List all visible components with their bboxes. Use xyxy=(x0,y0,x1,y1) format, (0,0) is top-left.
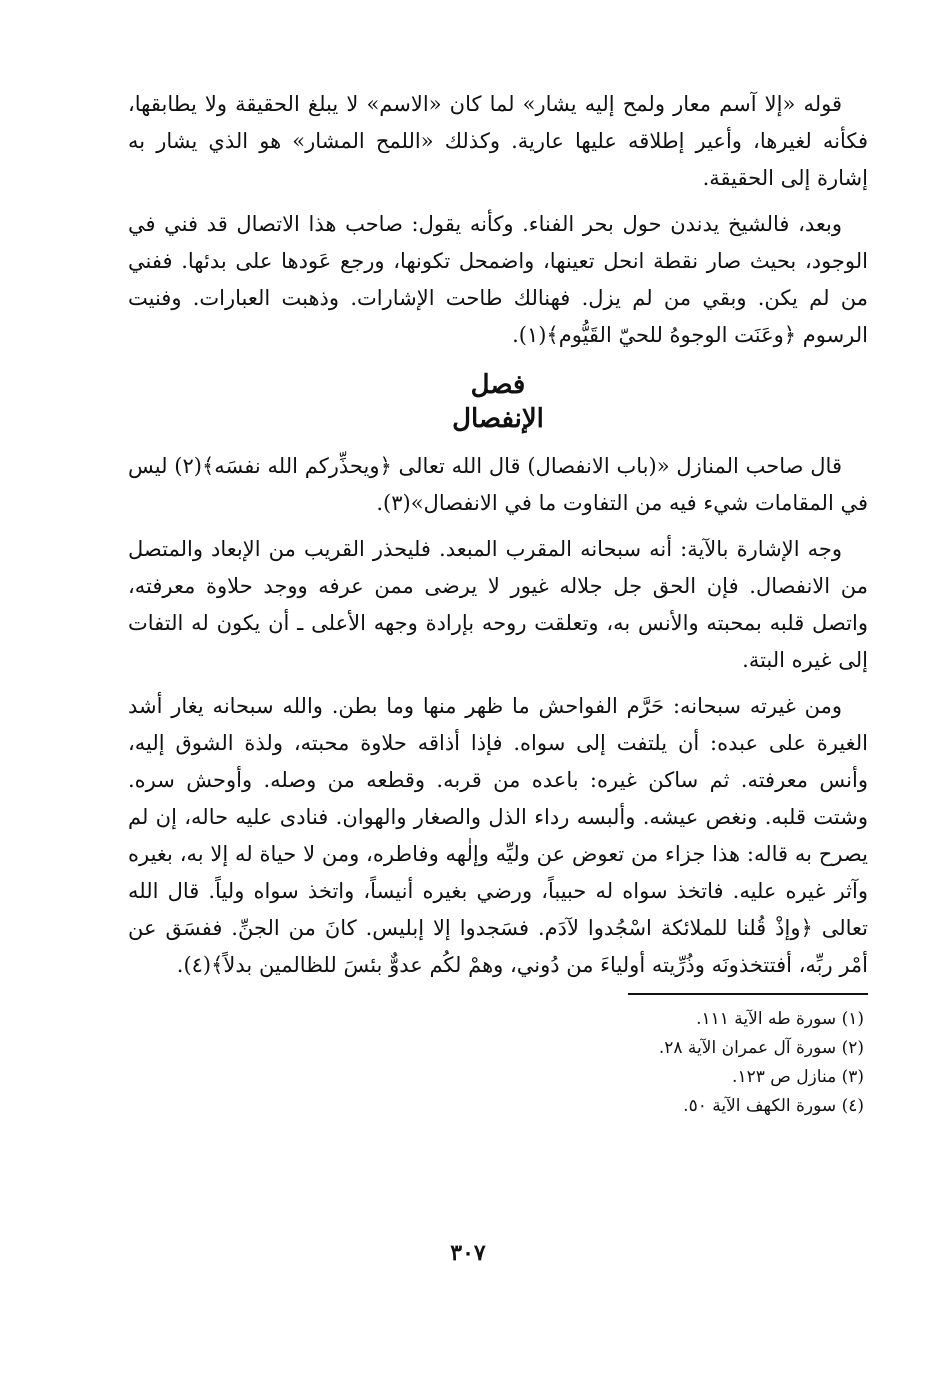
footnote-1: (١) سورة طه الآية ١١١. xyxy=(696,1009,864,1029)
page-number: ٣٠٧ xyxy=(450,1240,486,1266)
footnote-2: (٢) سورة آل عمران الآية ٢٨. xyxy=(658,1038,864,1058)
footnote-divider xyxy=(628,993,868,995)
section-title: الإنفصال xyxy=(452,404,544,434)
paragraph-ishara: وجه الإشارة بالآية: أنه سبحانه المقرب المبعد. فليحذر القريب من الإبعاد والمتصل من الانفصال. فإن الحق جل جلاله غيور لا يرضى ممن عرفه ووجد حلاوة معرفته، واتصل قلبه بمحبته والأنس به، وتعلقت روحه بإرادة وجهه الأعلى ـ أن يكون له التفات إلى غيره البتة. xyxy=(128,537,868,672)
footnote-4: (٤) سورة الكهف الآية ٥٠. xyxy=(683,1096,864,1116)
paragraph-ism-muar: قوله «إلا آسم معار ولمح إليه يشار» لما كان «الاسم» لا يبلغ الحقيقة ولا يطابقها، فكأنه لغيرها، وأعير إطلاقه عليها عارية. وكذلك «اللمح المشار» هو الذي يشار به إشارة إلى الحقيقة. xyxy=(128,92,868,190)
section-heading xyxy=(128,368,868,436)
paragraph-ghayra: ومن غيرته سبحانه: حَرَّم الفواحش ما ظهر منها وما بطن. والله سبحانه يغار أشد الغيرة على عبده: أن يلتفت إلى سواه. فإذا أذاقه حلاوة محبته، ولذة الشوق إليه، وأنس معرفته. ثم ساكن غيره: باعده من قربه. وقطعه من وصله. وأوحش سره. وشتت قلبه. ونغص عيشه. وألبسه رداء الذل والصغار والهوان. فنادى عليه حاله، إن لم يصرح به قاله: هذا جزاء من تعوض عن وليِّه وإلٰهه وفاطره، ومن لا حياة له إلا به، بغيره وآثر غيره عليه. فاتخذ سواه له حبيباً، ورضي بغيره أنيساً، واتخذ سواه ولياً. قال الله تعالى ﴿وإذْ قُلنا للملائكة اسْجُدوا لآدَم. فسَجدوا إلا إبليس. كانَ من الجنِّ. ففسَق عن أمْر ربِّه، أفتتخذونَه وذُرِّيته أولياءَ من دُوني، وهمْ لكُم عدوٌّ بئسَ للظالمين بدلاً﴾(٤). xyxy=(128,694,868,977)
footnotes xyxy=(128,1005,868,1121)
section-label: فصل xyxy=(470,370,526,400)
paragraph-fana: وبعد، فالشيخ يدندن حول بحر الفناء. وكأنه يقول: صاحب هذا الاتصال قد فني في الوجود، بحيث صار نقطة انحل تعينها، واضمحل تكونها، ورجع عَودها على بدئها. ففني من لم يكن. وبقي من لم يزل. فهنالك طاحت الإشارات. وذهبت العبارات. وفنيت الرسوم ﴿وعَنَت الوجوهُ للحيّ القَيُّوم﴾(١). xyxy=(128,212,868,347)
paragraph-manazil-quote: قال صاحب المنازل «(باب الانفصال) قال الله تعالى ﴿ويحذِّركم الله نفسَه﴾(٢) ليس في المقامات شيء فيه من التفاوت ما في الانفصال»(٣). xyxy=(128,454,868,515)
footnote-3: (٣) منازل ص ١٢٣. xyxy=(732,1067,864,1087)
